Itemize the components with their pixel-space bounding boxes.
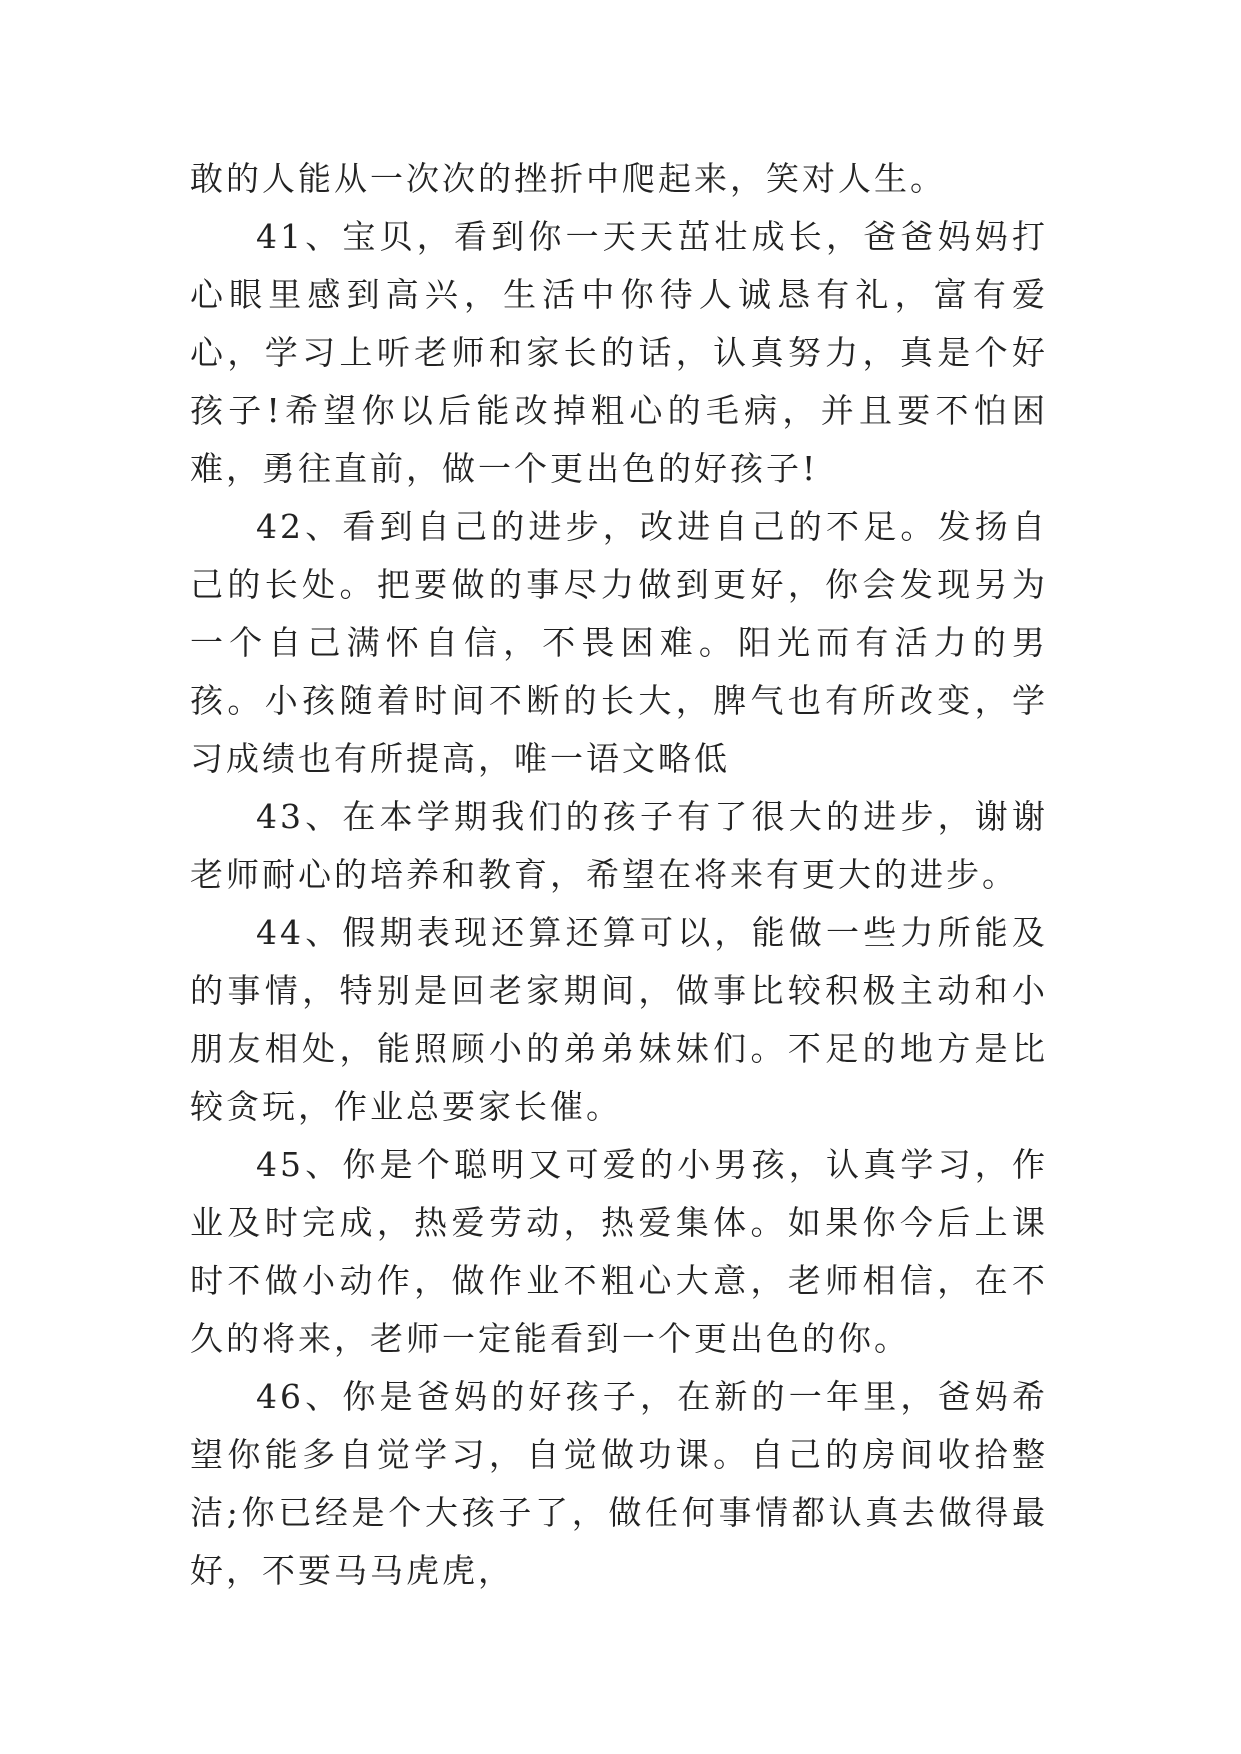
- paragraph-continuation: 敢的人能从一次次的挫折中爬起来，笑对人生。: [190, 159, 946, 198]
- paragraph-44: 44、假期表现还算还算可以，能做一些力所能及的事情，特别是回老家期间，做事比较积极主动和小朋友相处，能照顾小的弟弟妹妹们。不足的地方是比较贪玩，作业总要家长催。: [190, 913, 1048, 1126]
- paragraph-43: 43、在本学期我们的孩子有了很大的进步，谢谢老师耐心的培养和教育，希望在将来有更大的进步。: [190, 797, 1048, 894]
- paragraph-41: 41、宝贝，看到你一天天茁壮成长，爸爸妈妈打心眼里感到高兴，生活中你待人诚恳有礼，富有爱心，学习上听老师和家长的话，认真努力，真是个好孩子!希望你以后能改掉粗心的毛病，并且要不怕困难，勇往直前，做一个更出色的好孩子!: [190, 217, 1048, 488]
- paragraph-45: 45、你是个聪明又可爱的小男孩，认真学习，作业及时完成，热爱劳动，热爱集体。如果你今后上课时不做小动作，做作业不粗心大意，老师相信，在不久的将来，老师一定能看到一个更出色的你。: [190, 1145, 1048, 1358]
- document-body: [190, 150, 1048, 1600]
- paragraph-46: 46、你是爸妈的好孩子，在新的一年里，爸妈希望你能多自觉学习，自觉做功课。自己的房间收拾整洁;你已经是个大孩子了，做任何事情都认真去做得最好，不要马马虎虎，: [190, 1377, 1048, 1590]
- paragraph-42: 42、看到自己的进步，改进自己的不足。发扬自己的长处。把要做的事尽力做到更好，你会发现另为一个自己满怀自信，不畏困难。阳光而有活力的男孩。小孩随着时间不断的长大，脾气也有所改变，学习成绩也有所提高，唯一语文略低: [190, 507, 1048, 778]
